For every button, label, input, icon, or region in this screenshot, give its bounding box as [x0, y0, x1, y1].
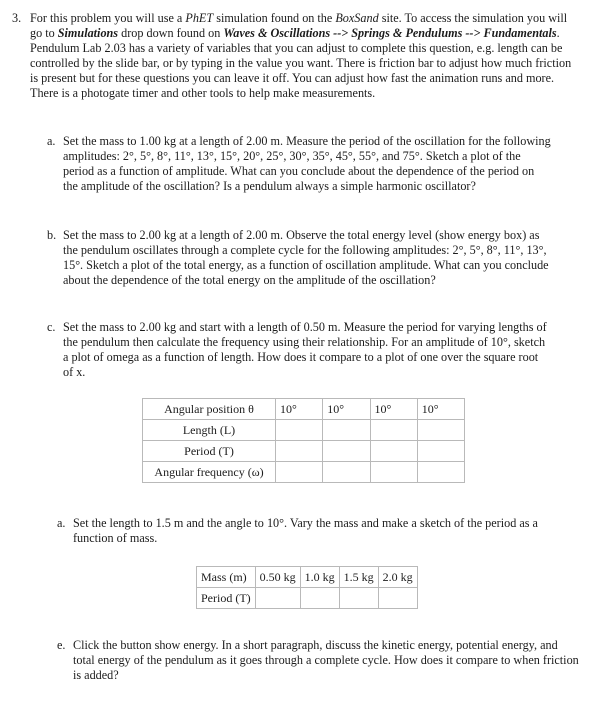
part-a-text: Set the mass to 1.00 kg at a length of 2.00 m. Measure the period of the oscillation for the following amplitudes: 2°, 5°, 8°, 11°, 13°, 15°, 20°, 25°, 30°, 35°, 45°, 55°, and 75°. Sketch a plot of the period as a function of amplitude. What can you conclude about the dependence of the period on the amplitude of the oscillation? Is a pendulum always a simple harmonic oscillator? [63, 134, 551, 194]
row-label: Period (T) [143, 441, 276, 462]
table-cell [255, 588, 300, 609]
table-cell [370, 420, 417, 441]
intro-text-3: site. To access the simulation you will go to [30, 11, 568, 41]
intro-text-2: simulation found on the [213, 11, 336, 25]
table-cell: 10° [417, 399, 464, 420]
part-b-text: Set the mass to 2.00 kg at a length of 2.00 m. Observe the total energy level (show energy box) as the pendulum oscillates through a complete cycle for the following amplitudes: 2°, 5°, 8°, 11°, 13°, 15°. Sketch a plot of the total energy, as a function of oscillation amplitude. What can you conclude about the dependence of the total energy on the amplitude of the oscillation? [63, 228, 549, 288]
part-b [47, 228, 551, 288]
question-intro [30, 11, 578, 102]
table-cell [417, 441, 464, 462]
intro-text-4: drop down found on [118, 26, 224, 41]
table-cell [370, 441, 417, 462]
part-c [47, 320, 551, 380]
part-a-label: a. [47, 134, 56, 148]
table-row [143, 462, 465, 483]
table-row [143, 420, 465, 441]
row-label: Angular position θ [143, 399, 276, 420]
table-cell [378, 588, 417, 609]
table-cell [323, 441, 370, 462]
part-d-label: a. [57, 516, 66, 530]
table-cell [417, 462, 464, 483]
table-cell: 1.5 kg [339, 567, 378, 588]
intro-text-5: . Pendulum Lab 2.03 has a variety of variables that you can adjust to complete this question, e.g. length can be controlled by the slide bar, or by typing in the value you want. There is friction bar to adjust how much friction is present but for these questions you can leave it off. You can adjust how fast the animation runs and more. There is a photogate timer and other tools to help make measurements. [30, 26, 572, 101]
table-cell: 1.0 kg [300, 567, 339, 588]
table-cell [370, 462, 417, 483]
part-c-label: c. [47, 320, 56, 334]
row-label: Angular frequency (ω) [143, 462, 276, 483]
angular-frequency-table [142, 398, 465, 483]
part-a [47, 134, 551, 194]
intro-text-1: For this problem you will use a [30, 11, 186, 25]
intro-nav-path: Waves & Oscillations --> Springs & Pendulums --> Fundamentals [223, 26, 557, 41]
table-cell [417, 420, 464, 441]
table-row [197, 567, 418, 588]
intro-phet: PhET [185, 11, 214, 25]
table-cell [300, 588, 339, 609]
question-number: 3. [12, 11, 22, 25]
table-cell [339, 588, 378, 609]
table-row [197, 588, 418, 609]
table-cell: 10° [323, 399, 370, 420]
table-cell: 2.0 kg [378, 567, 417, 588]
row-label: Mass (m) [197, 567, 256, 588]
table-cell [276, 420, 323, 441]
table-cell [323, 420, 370, 441]
table-cell: 0.50 kg [255, 567, 300, 588]
row-label: Length (L) [143, 420, 276, 441]
part-e-text: Click the button show energy. In a short paragraph, discuss the kinetic energy, potential energy, and total energy of the pendulum as it goes through a complete cycle. How does it compare to when friction is added? [73, 638, 579, 683]
intro-nav-simulations: Simulations [57, 26, 119, 41]
table-row [143, 399, 465, 420]
part-c-text: Set the mass to 2.00 kg and start with a length of 0.50 m. Measure the period for varying lengths of the pendulum then calculate the frequency using their relationship. For an amplitude of 10°, sketch a plot of omega as a function of length. How does it compare to a plot of one over the square root of x. [63, 320, 547, 380]
mass-period-table [196, 566, 418, 609]
part-b-label: b. [47, 228, 57, 242]
row-label: Period (T) [197, 588, 256, 609]
part-d [57, 516, 561, 546]
part-d-text: Set the length to 1.5 m and the angle to 10°. Vary the mass and make a sketch of the period as a function of mass. [73, 516, 538, 546]
part-e-label: e. [57, 638, 66, 652]
table-cell [276, 462, 323, 483]
table-cell [276, 441, 323, 462]
intro-boxsand: BoxSand [335, 11, 379, 25]
table-row [143, 441, 465, 462]
table-cell: 10° [276, 399, 323, 420]
part-e [57, 638, 579, 683]
table-cell: 10° [370, 399, 417, 420]
table-cell [323, 462, 370, 483]
